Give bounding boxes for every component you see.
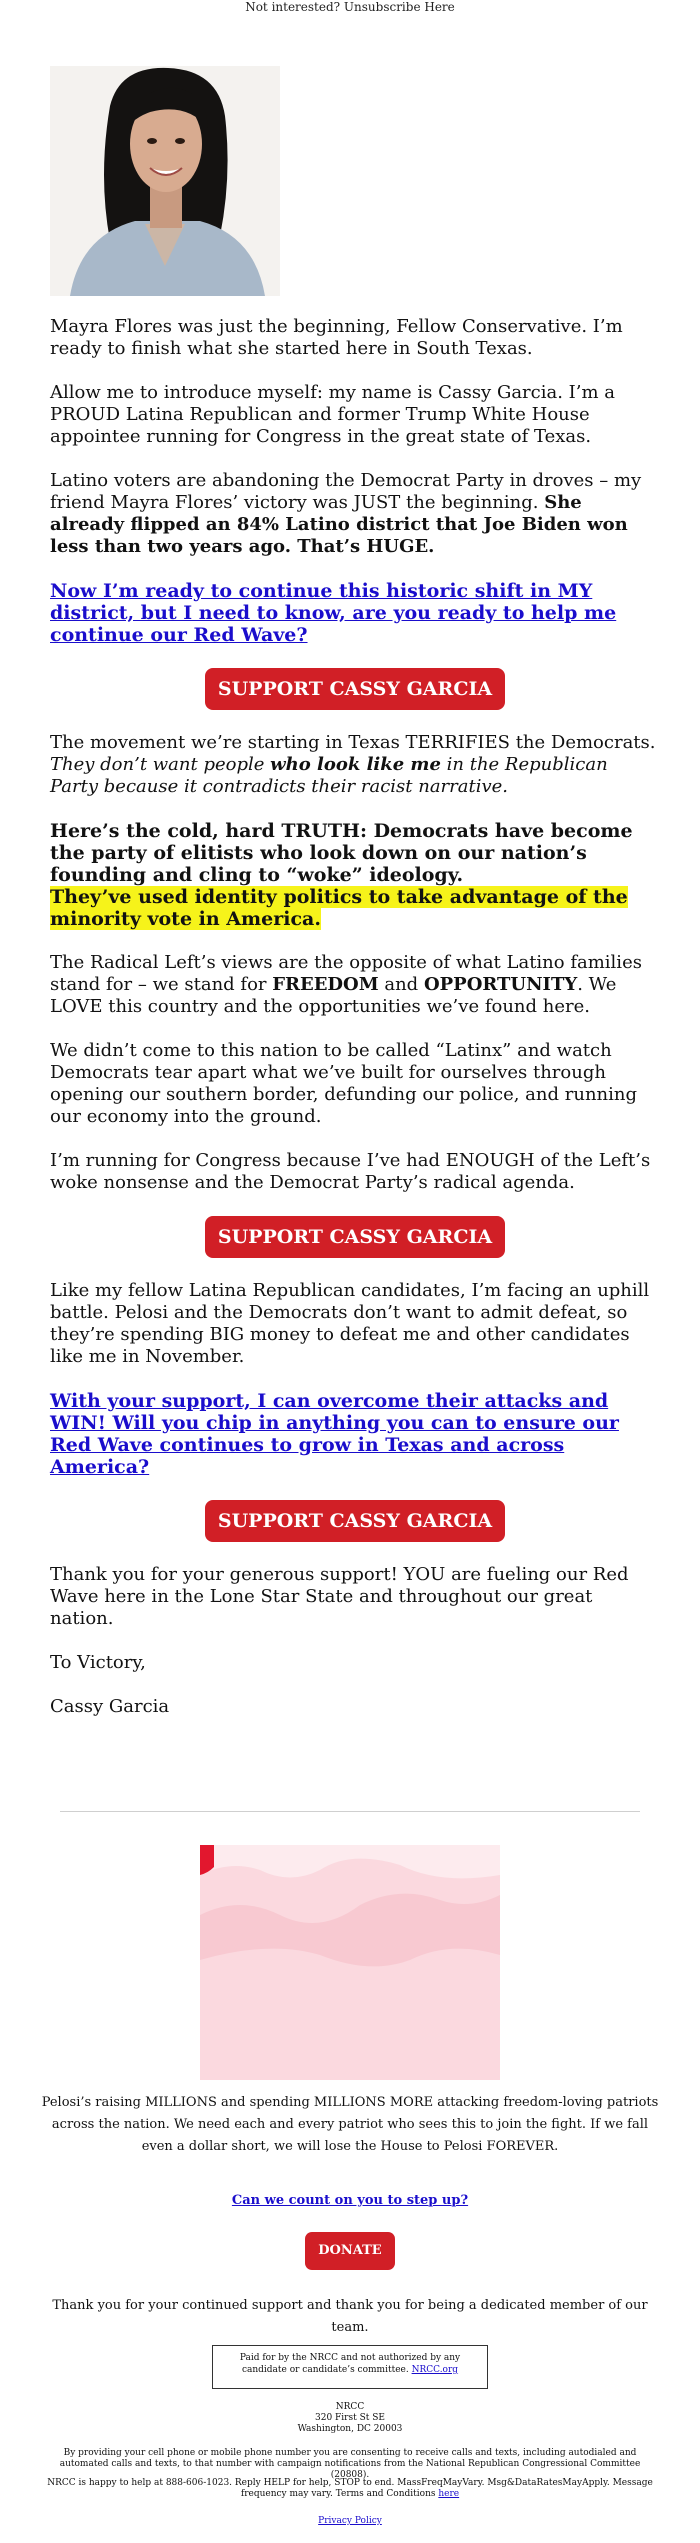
org-city: Washington, DC 20003 bbox=[297, 2424, 403, 2434]
candidate-photo bbox=[50, 66, 280, 296]
opportunity-text: OPPORTUNITY bbox=[423, 974, 578, 995]
movement-italic-bold: who look like me bbox=[270, 754, 441, 775]
latinx-paragraph: We didn’t come to this nation to be called “Latinx” and watch Democrats tear apart what we’ve built for ourselves through opening our southern border, defunding our police, and running our economy into the ground. bbox=[50, 1040, 637, 1127]
uphill-battle-paragraph: Like my fellow Latina Republican candidates, I’m facing an uphill battle. Pelosi and the Democrats don’t want to admit defeat, so they’re spending BIG money to defeat me and other candidates like me in November. bbox=[50, 1280, 650, 1367]
truth-text: Here’s the cold, hard TRUTH: Democrats have become the party of elitists who look down on our nation’s founding and cling to “woke” ideology. bbox=[50, 820, 633, 886]
nrcc-link[interactable]: NRCC.org bbox=[411, 2365, 459, 2375]
support-button-3[interactable]: SUPPORT CASSY GARCIA bbox=[205, 1500, 505, 1542]
donate-button[interactable]: DONATE bbox=[305, 2232, 394, 2270]
help-paragraph bbox=[40, 2478, 660, 2500]
address-block bbox=[40, 2402, 660, 2435]
org-street: 320 First St SE bbox=[315, 2413, 385, 2423]
footer-body: Pelosi’s raising MILLIONS and spending MILLIONS MORE attacking freedom-loving patriots across the nation. We need each and every patriot who sees this to join the fight. If we fall even a dollar short, we will lose the House to Pelosi FOREVER. bbox=[41, 2095, 659, 2154]
help-text: NRCC is happy to help at 888-606-1023. Reply HELP for help, STOP to end. MassFreqMayVary. Msg&DataRatesMayApply. Message frequency may vary. Terms and Conditions bbox=[47, 2478, 653, 2499]
radical-left-text-b: and bbox=[378, 974, 424, 995]
identity-politics-highlight: They’ve used identity politics to take advantage of the minority vote in America. bbox=[50, 886, 628, 930]
truth-paragraph bbox=[50, 820, 660, 930]
movement-italic-b: in the Republican Party because it contradicts their racist narrative. bbox=[50, 754, 608, 797]
paid-for-disclaimer bbox=[212, 2345, 488, 2389]
thank-you-paragraph: Thank you for your generous support! YOU are fueling our Red Wave here in the Lone Star State and throughout our great nation. bbox=[50, 1564, 629, 1629]
paid-for-text: Paid for by the NRCC and not authorized by any candidate or candidate’s committee. bbox=[239, 2353, 461, 2375]
terms-link[interactable]: here bbox=[438, 2489, 460, 2499]
map-graphic bbox=[200, 1845, 500, 2080]
introduction-paragraph: Allow me to introduce myself: my name is Cassy Garcia. I’m a PROUD Latina Republican and former Trump White House appointee running for Congress in the great state of Texas. bbox=[50, 382, 616, 447]
radical-left-text-c: . We LOVE this country and the opportunities we’ve found here. bbox=[50, 974, 617, 1017]
movement-text: The movement we’re starting in Texas TERRIFIES the Democrats. bbox=[50, 732, 656, 753]
flipped-district-text: She already flipped an 84% Latino district that Joe Biden won less than two years ago. That’s HUGE. bbox=[50, 492, 628, 557]
signature: Cassy Garcia bbox=[50, 1696, 170, 1717]
latino-voters-paragraph bbox=[50, 470, 660, 558]
footer-divider bbox=[60, 1811, 640, 1812]
running-paragraph: I’m running for Congress because I’ve had ENOUGH of the Left’s woke nonsense and the Democrat Party’s radical agenda. bbox=[50, 1150, 651, 1193]
footer-thanks: Thank you for your continued support and thank you for being a dedicated member of our team. bbox=[52, 2298, 648, 2335]
support-button-2[interactable]: SUPPORT CASSY GARCIA bbox=[205, 1216, 505, 1258]
consent-text: By providing your cell phone or mobile phone number you are consenting to receive calls and texts, including autodialed and automated calls and texts, to that number with campaign notifications from the National Republican Congressional Committee (20808). bbox=[59, 2448, 641, 2480]
continue-shift-link[interactable]: Now I’m ready to continue this historic shift in MY district, but I need to know, are you ready to help me continue our Red Wave? bbox=[50, 580, 617, 646]
chip-in-link[interactable]: With your support, I can overcome their attacks and WIN! Will you chip in anything you can to ensure our Red Wave continues to grow in Texas and across America? bbox=[50, 1390, 619, 1478]
freedom-text: FREEDOM bbox=[272, 974, 379, 995]
letter-body bbox=[50, 66, 660, 1718]
support-button-1[interactable]: SUPPORT CASSY GARCIA bbox=[205, 668, 505, 710]
latino-voters-text: Latino voters are abandoning the Democrat Party in droves – my friend Mayra Flores’ victory was JUST the beginning. bbox=[50, 470, 642, 513]
intro-paragraph: Mayra Flores was just the beginning, Fellow Conservative. I’m ready to finish what she started here in South Texas. bbox=[50, 316, 623, 359]
org-name: NRCC bbox=[335, 2402, 365, 2412]
privacy-policy-link[interactable]: Privacy Policy bbox=[318, 2516, 382, 2526]
radical-left-text-a: The Radical Left’s views are the opposite of what Latino families stand for – we stand for bbox=[50, 952, 642, 995]
movement-paragraph bbox=[50, 732, 660, 798]
count-on-you-link[interactable]: Can we count on you to step up? bbox=[231, 2193, 469, 2208]
signoff: To Victory, bbox=[50, 1652, 146, 1673]
radical-left-paragraph bbox=[50, 952, 660, 1018]
movement-italic-a: They don’t want people bbox=[50, 754, 271, 775]
unsubscribe-link[interactable]: Not interested? Unsubscribe Here bbox=[245, 0, 455, 14]
